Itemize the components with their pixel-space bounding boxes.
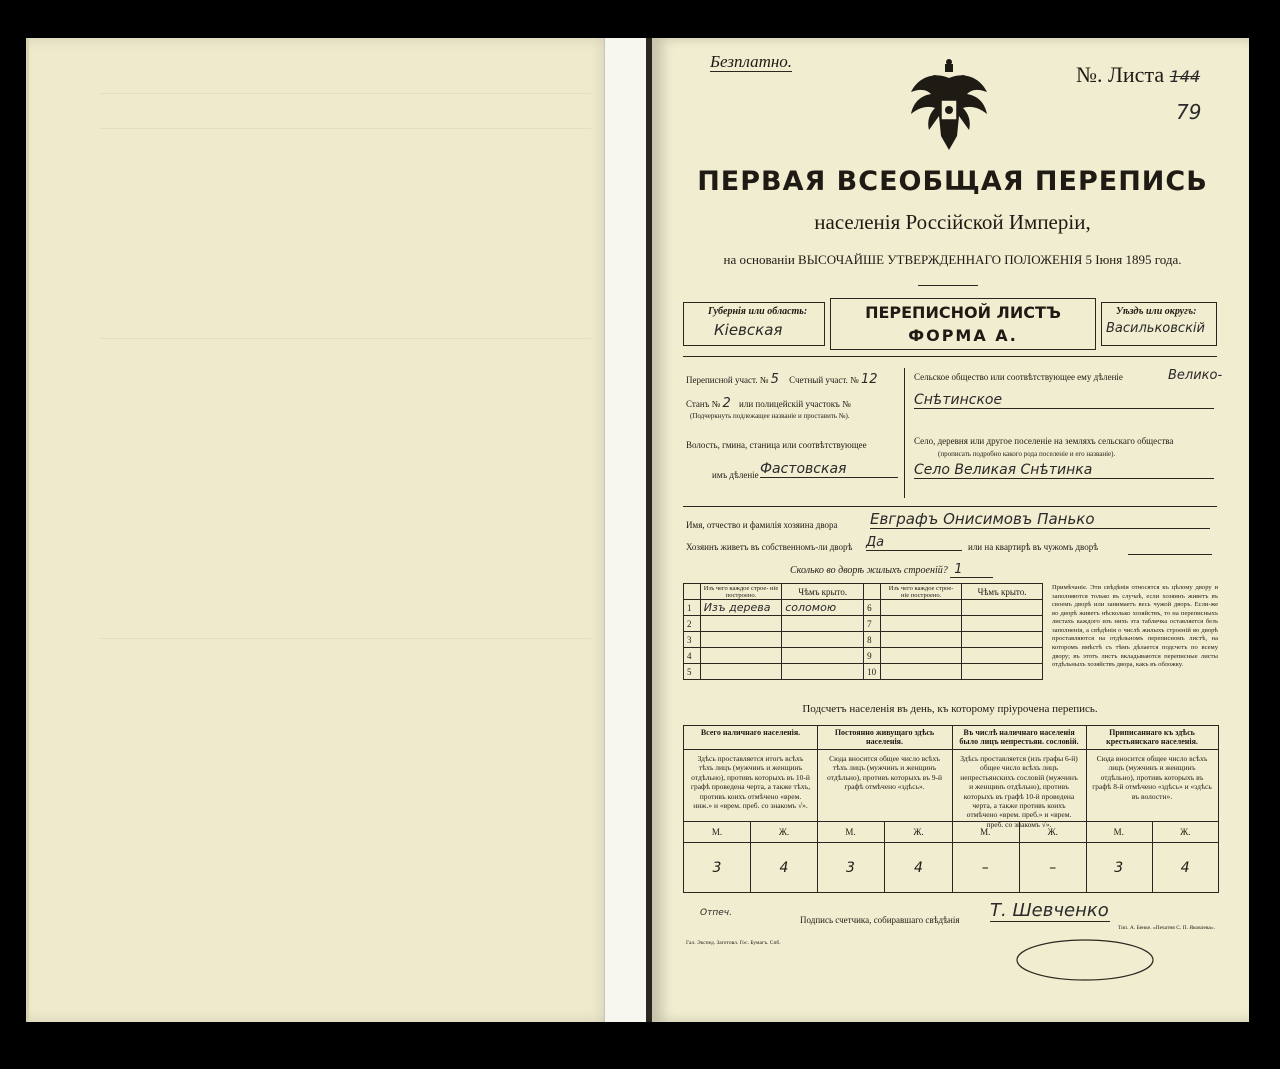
free-label: Безплатно.: [710, 52, 793, 71]
male-header: М.: [952, 822, 1020, 842]
buildings-table: [683, 583, 1043, 680]
society-value-2: Снѣтинское: [914, 392, 1214, 409]
binding-strip: [604, 38, 648, 1022]
male-count: –: [952, 843, 1020, 893]
column-body: Сюда вносится общее число всѣхъ тѣхъ лицъ (мужчинъ и женщинъ отдѣльно), противъ которыхъ въ 9-й графѣ отмѣчено «здѣсь».: [817, 750, 952, 822]
sheet-title-box: [830, 298, 1096, 350]
column-head: Постоянно живущаго здѣсь населенія.: [817, 726, 952, 750]
population-table: [683, 725, 1219, 893]
male-count: 3: [817, 843, 885, 893]
owner-name-label: Имя, отчество и фамилія хозяина двора: [686, 520, 838, 530]
printer-right: Тип. А. Бенке. «Печатня С. П. Яковлева».: [1118, 925, 1215, 931]
left-blank-page: [26, 38, 611, 1022]
imperial-eagle-emblem: [905, 58, 993, 158]
row-number: 5: [684, 664, 701, 680]
row-number: 8: [864, 632, 881, 648]
sheet-number-label: №. Листа 144: [1076, 62, 1201, 87]
document-basis: на основаніи ВЫСОЧАЙШЕ УТВЕРЖДЕННАГО ПОЛОЖЕНІЯ 5 Іюня 1895 года.: [723, 252, 1182, 267]
row-number: 10: [864, 664, 881, 680]
row-number: 4: [684, 648, 701, 664]
column-body: Сюда вносится общее число всѣхъ лицъ (мужчинъ и женщинъ отдѣльно), противъ которыхъ въ графѣ 8-й отмѣчено «здѣсь» и «здѣсь въ волости».: [1086, 750, 1218, 822]
female-header: Ж.: [1180, 827, 1191, 837]
row1-roof: соломою: [782, 600, 864, 616]
col-material-header: Изъ чего каждое строе- ніе построено.: [700, 584, 782, 600]
note-text: Примѣчаніе. Эти свѣдѣнія относятся къ цѣлому двору и заполняются только въ случаѣ, если хозяинъ живетъ въ своемъ дворѣ или занимаетъ весь чужой дворъ. Если-же во дворѣ живетъ нѣсколько хозяйствъ, то на переписныхъ листахъ каждого изъ нихъ эта табличка оставляется безъ заполненія, а свѣдѣнія о числѣ жилыхъ строеній во дворѣ проставляются на отдѣльномъ переписномъ листѣ, на которомъ вмѣстѣ съ тѣмъ дѣлается подсчетъ по всему двору; въ этотъ листъ вкладываются переписные листы отдѣльныхъ хозяйствъ двора, какъ въ обложку.: [1052, 584, 1218, 669]
sheet-title: ПЕРЕПИСНОЙ ЛИСТЪ: [865, 303, 1061, 322]
divider: [918, 285, 978, 286]
row-number: 1: [684, 600, 701, 616]
stamp-mark: Отпеч.: [700, 908, 732, 918]
male-header: М.: [1086, 822, 1153, 842]
female-count: 4: [779, 860, 789, 876]
district-value: Васильковскій: [1106, 321, 1205, 336]
printer-left: Гал. Экспед. Заготовл. Гос. Бумагъ. Спб.: [686, 940, 781, 946]
owner-lives-label: Хозяинъ живетъ въ собственномъ-ли дворѣ: [686, 542, 853, 552]
society-label: Сельское общество или соотвѣтствующее ему дѣленіе: [914, 372, 1123, 382]
village-note: (прописать подробно какого рода поселеніе и его названіе).: [938, 450, 1116, 458]
column-head: Приписаннаго къ здѣсь крестьянскаго населенія.: [1086, 726, 1218, 750]
female-header: Ж.: [1047, 827, 1058, 837]
volost-value: Фастовская: [760, 461, 898, 478]
signature-value: Т. Шевченко: [990, 900, 1109, 921]
female-count: 4: [914, 860, 923, 876]
column-body: Здѣсь проставляется (изъ графы 6-й) общее число всѣхъ лицъ непрестьянскихъ сословій (мужчинъ и женщинъ отдѣльно), противъ которыхъ въ графѣ 10-й проведена черта, а также противъ коихъ отмѣчено «врем. преб.» и «врем. преб. со знакомъ √».: [952, 750, 1086, 822]
col-material-header: Изъ чего каждое строе- ніе построено.: [881, 584, 962, 600]
volost-label-2: имъ дѣленіе: [712, 470, 759, 480]
document-subtitle: населенія Россійской Имперіи,: [814, 210, 1091, 234]
female-count: 4: [1180, 860, 1190, 876]
sheet-number-handwritten: 79: [1176, 100, 1202, 124]
row-number: 9: [864, 648, 881, 664]
column-body: Здѣсь проставляется итогъ всѣхъ тѣхъ лицъ (мужчинъ и женщинъ отдѣльно), противъ которыхъ въ 10-й графѣ проведена черта, а также тѣхъ, противъ коихъ отмѣчено «врем. ниж.» и «врем. преб. со знакомъ √».: [684, 750, 817, 822]
census-area-field: Переписной участ. № 5 Счетный участ. № 12: [686, 372, 878, 387]
village-value: Село Великая Снѣтинка: [914, 462, 1214, 479]
row-number: 6: [864, 600, 881, 616]
district-box: [1101, 302, 1217, 346]
male-count: 3: [1086, 843, 1153, 893]
document-title: ПЕРВАЯ ВСЕОБЩАЯ ПЕРЕПИСЬ: [697, 166, 1208, 197]
row-number: 2: [684, 616, 701, 632]
rule: [683, 356, 1217, 357]
rule: [1128, 554, 1212, 555]
population-title: Подсчетъ населенія въ день, къ которому пріурочена перепись.: [802, 703, 1098, 715]
owner-lives-value: Да: [866, 535, 962, 551]
column-head: Всего наличнаго населенія.: [684, 726, 817, 750]
row1-material: Изъ дерева: [700, 600, 782, 616]
row-number: 3: [684, 632, 701, 648]
population-column: [817, 726, 953, 892]
owner-lives-label-2: или на квартирѣ въ чужомъ дворѣ: [968, 542, 1099, 552]
rule-vertical: [904, 368, 905, 498]
population-column: [952, 726, 1087, 892]
form-name: ФОРМА А.: [908, 326, 1018, 345]
population-column: [1086, 726, 1218, 892]
column-head: Въ числѣ наличнаго населенія было лицъ непрестьян. сословій.: [952, 726, 1086, 750]
owner-name-value: Евграфъ Онисимовъ Панько: [870, 510, 1210, 529]
col-roof-header: Чѣмъ крыто.: [962, 584, 1043, 600]
female-header: Ж.: [778, 827, 790, 837]
province-value: Кіевская: [714, 321, 783, 339]
col-roof-header: Чѣмъ крыто.: [782, 584, 864, 600]
male-count: 3: [684, 843, 751, 893]
buildings-count-field: Сколько во дворѣ жилыхъ строеній? 1: [790, 562, 993, 577]
population-column: [684, 726, 818, 892]
police-note: (Подчеркнуть подлежащее названіе и проставить №).: [690, 412, 850, 420]
female-count: –: [1049, 860, 1057, 876]
province-label: Губернія или область:: [708, 306, 808, 317]
female-header: Ж.: [913, 827, 924, 837]
province-box: [683, 302, 825, 346]
stan-field: Станъ № 2 или полицейскій участокъ №: [686, 396, 851, 411]
signature-label: Подпись счетчика, собиравшаго свѣдѣнія: [800, 915, 960, 925]
village-label: Село, деревня или другое поселеніе на земляхъ сельскаго общества: [914, 436, 1174, 446]
volost-label: Волость, гмина, станица или соотвѣтствующее: [686, 440, 867, 450]
district-label: Уѣздъ или округъ:: [1116, 306, 1197, 317]
oval-stamp-mark: [1010, 935, 1160, 985]
society-value-1: Велико-: [1168, 368, 1223, 383]
male-header: М.: [817, 822, 885, 842]
rule: [683, 506, 1217, 507]
row-number: 7: [864, 616, 881, 632]
male-header: М.: [684, 822, 751, 842]
